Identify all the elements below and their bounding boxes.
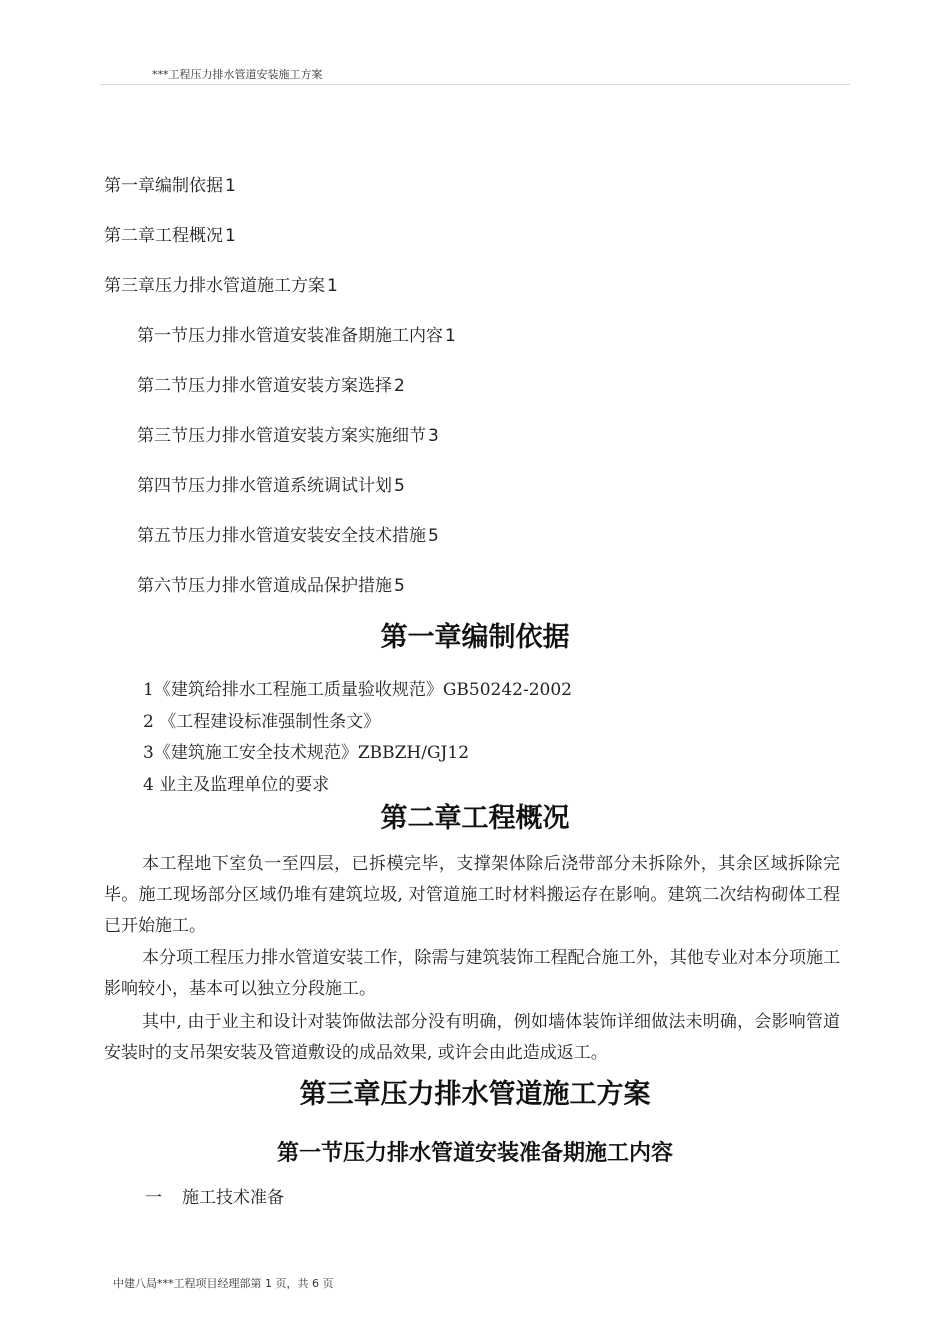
chapter-1-title: 第一章编制依据 bbox=[380, 622, 570, 653]
toc-item-page: 1 bbox=[445, 326, 456, 346]
body-paragraph: 其中, 由于业主和设计对装饰做法部分没有明确，例如墙体装饰详细做法未明确，会影响管道安装时的支吊架安装及管道敷设的成品效果, 或许会由此造成返工。 bbox=[104, 1012, 840, 1063]
reference-item: 4 业主及监理单位的要求 bbox=[143, 775, 330, 795]
toc-item-page: 3 bbox=[428, 426, 439, 446]
reference-item: 3《建筑施工安全技术规范》ZBBZH/GJ12 bbox=[143, 743, 470, 763]
toc-item[interactable] bbox=[137, 521, 439, 546]
toc-item[interactable] bbox=[137, 471, 405, 496]
toc-item-text: 第二章工程概况 bbox=[104, 226, 223, 246]
toc-item-page: 5 bbox=[394, 476, 405, 496]
body-paragraph: 本分项工程压力排水管道安装工作，除需与建筑装饰工程配合施工外，其他专业对本分项施工影响较小，基本可以独立分段施工。 bbox=[104, 948, 840, 999]
header-divider bbox=[100, 84, 850, 85]
chapter-3-title: 第三章压力排水管道施工方案 bbox=[299, 1079, 651, 1110]
toc-item-page: 2 bbox=[394, 376, 405, 396]
reference-item: 1《建筑给排水工程施工质量验收规范》GB50242-2002 bbox=[143, 680, 572, 700]
toc-item[interactable] bbox=[137, 421, 439, 446]
toc-item[interactable] bbox=[137, 371, 405, 396]
toc-item-page: 5 bbox=[428, 526, 439, 546]
toc-item-text: 第一节压力排水管道安装准备期施工内容 bbox=[137, 326, 443, 346]
toc-item-text: 第二节压力排水管道安装方案选择 bbox=[137, 376, 392, 396]
toc-item-text: 第一章编制依据 bbox=[104, 176, 223, 196]
subsection-title: 施工技术准备 bbox=[182, 1188, 284, 1208]
section-1-title: 第一节压力排水管道安装准备期施工内容 bbox=[276, 1141, 673, 1166]
toc-item-text: 第四节压力排水管道系统调试计划 bbox=[137, 476, 392, 496]
page-header: ***工程压力排水管道安装施工方案 bbox=[152, 68, 323, 81]
toc-item[interactable] bbox=[104, 221, 236, 246]
toc-item-page: 5 bbox=[394, 576, 405, 596]
subsection-heading bbox=[145, 1183, 284, 1208]
toc-item[interactable] bbox=[137, 321, 456, 346]
toc-item-text: 第三章压力排水管道施工方案 bbox=[104, 276, 325, 296]
body-paragraph: 本工程地下室负一至四层，已拆模完毕，支撑架体除后浇带部分未拆除外，其余区域拆除完毕。施工现场部分区域仍堆有建筑垃圾, 对管道施工时材料搬运存在影响。建筑二次结构砌体工程已开始施工。 bbox=[104, 854, 840, 936]
toc-item[interactable] bbox=[104, 171, 236, 196]
page-footer: 中建八局***工程项目经理部第 1 页，共 6 页 bbox=[113, 1277, 334, 1290]
reference-item: 2 《工程建设标准强制性条文》 bbox=[143, 712, 381, 732]
subsection-number: 一 bbox=[145, 1188, 162, 1208]
toc-item[interactable] bbox=[104, 271, 338, 296]
toc-item-text: 第五节压力排水管道安装安全技术措施 bbox=[137, 526, 426, 546]
toc-item-page: 1 bbox=[225, 176, 236, 196]
toc-item-page: 1 bbox=[225, 226, 236, 246]
chapter-2-title: 第二章工程概况 bbox=[380, 803, 570, 834]
toc-item-text: 第三节压力排水管道安装方案实施细节 bbox=[137, 426, 426, 446]
toc-item-page: 1 bbox=[327, 276, 338, 296]
toc-item-text: 第六节压力排水管道成品保护措施 bbox=[137, 576, 392, 596]
toc-item[interactable] bbox=[137, 571, 405, 596]
